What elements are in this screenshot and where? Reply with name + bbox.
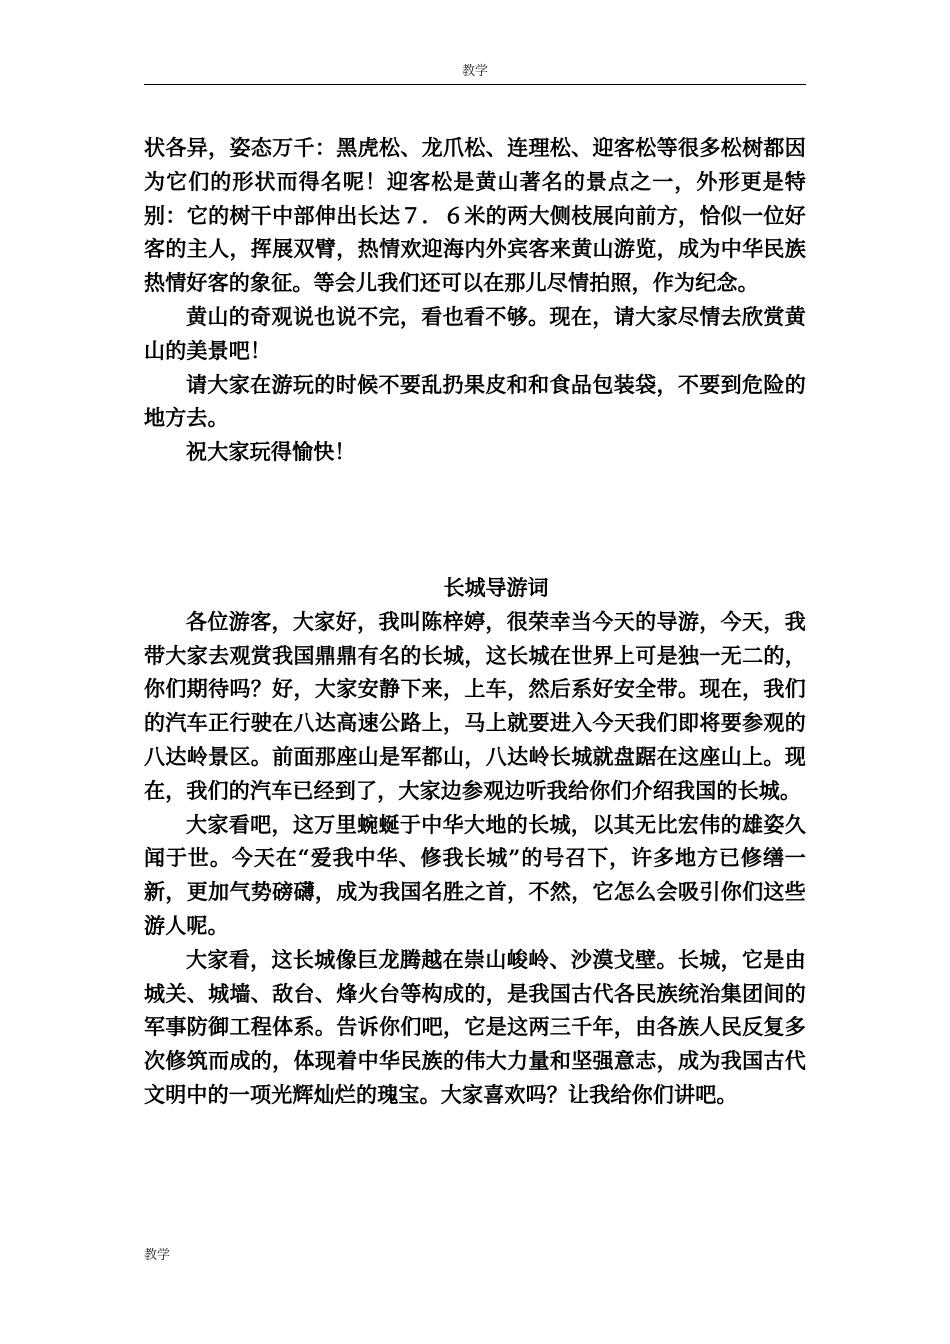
paragraph-great-wall-fame: 大家看吧，这万里蜿蜒于中华大地的长城，以其无比宏伟的雄姿久闻于世。今天在“爱我中华、修我长城”的号召下，许多地方已修缮一新，更加气势磅礴，成为我国名胜之首，不然，它怎么会吸引你们这些游人呢。 — [144, 811, 806, 938]
paragraph-huangshan-wonders: 黄山的奇观说也说不完，看也看不够。现在，请大家尽情去欣赏黄山的美景吧！ — [144, 303, 806, 363]
paragraph-pine-trees: 状各异，姿态万千：黑虎松、龙爪松、连理松、迎客松等很多松树都因为它们的形状而得名呢！迎客松是黄山著名的景点之一，外形更是特别：它的树干中部伸出长达７．６米的两大侧枝展向前方，恰似一位好客的主人，挥展双臂，热情欢迎海内外宾客来黄山游览，成为中华民族热情好客的象征。等会儿我们还可以在那儿尽情拍照，作为纪念。 — [144, 135, 806, 296]
paragraph-safety-reminder: 请大家在游玩的时候不要乱扔果皮和和食品包装袋，不要到危险的地方去。 — [144, 371, 806, 431]
header-divider — [144, 84, 806, 85]
section-title: 长城导游词 — [443, 574, 549, 600]
page-footer: 教学 — [144, 1248, 171, 1263]
paragraph-farewell: 祝大家玩得愉快！ — [186, 439, 356, 465]
page-header: 教学 — [461, 64, 488, 79]
paragraph-great-wall-history: 大家看，这长城像巨龙腾越在崇山峻岭、沙漠戈壁。长城，它是由城关、城墙、敌台、烽火台等构成的，是我国古代各民族统治集团间的军事防御工程体系。告诉你们吧，它是这两三千年，由各族人民反复多次修筑而成的，体现着中华民族的伟大力量和坚强意志，成为我国古代文明中的一项光辉灿烂的瑰宝。大家喜欢吗？让我给你们讲吧。 — [144, 946, 806, 1107]
section-spacer — [144, 469, 806, 571]
paragraph-greeting: 各位游客，大家好，我叫陈梓婷，很荣幸当今天的导游，今天，我带大家去观赏我国鼎鼎有名的长城，这长城在世界上可是独一无二的，你们期待吗？好，大家安静下来，上车，然后系好安全带。现在，我们的汽车正行驶在八达高速公路上，马上就要进入今天我们即将要参观的八达岭景区。前面那座山是军都山，八达岭长城就盘踞在这座山上。现在，我们的汽车已经到了，大家边参观边听我给你们介绍我国的长城。 — [144, 608, 806, 803]
document-body — [144, 131, 806, 1112]
